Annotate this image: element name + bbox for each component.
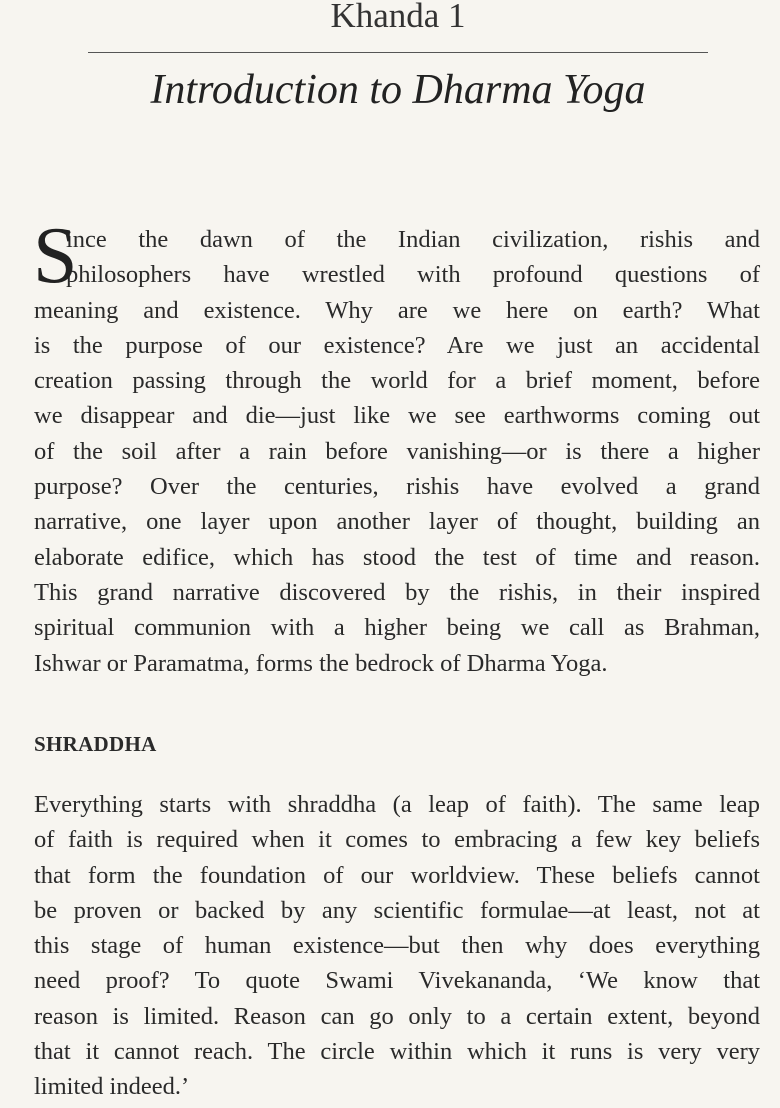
text-line: limited indeed.’ (34, 1073, 190, 1101)
section-heading: SHRADDHA (34, 732, 157, 756)
text-line: this stage of human existence—but then why does everything (34, 932, 760, 960)
text-line: that it cannot reach. The circle within which it runs is very very (34, 1038, 760, 1066)
text-line: Ishwar or Paramatma, forms the bedrock of Dharma Yoga. (34, 649, 608, 677)
text-line: that form the foundation of our worldview. These beliefs cannot (34, 861, 760, 889)
text-line: of the soil after a rain before vanishing—or is there a higher (34, 437, 760, 465)
divider (88, 52, 708, 53)
text-line: purpose? Over the centuries, rishis have evolved a grand (34, 473, 760, 501)
text-line: ince the dawn of the Indian civilization, rishis and (66, 226, 760, 253)
section-paragraph (34, 787, 760, 1105)
text-line: This grand narrative discovered by the rishis, in their inspired (34, 578, 760, 606)
text-line: philosophers have wrestled with profound questions of (66, 261, 760, 289)
drop-cap: S (33, 212, 78, 300)
text-line: meaning and existence. Why are we here on earth? What (34, 296, 760, 324)
text-line: Everything starts with shraddha (a leap of faith). The same leap (34, 791, 760, 818)
text-line: narrative, one layer upon another layer of thought, building an (34, 508, 760, 536)
text-line: reason is limited. Reason can go only to a certain extent, beyond (34, 1002, 760, 1030)
text-line: spiritual communion with a higher being we call as Brahman, (34, 614, 760, 642)
text-line: we disappear and die—just like we see earthworms coming out (34, 402, 760, 430)
text-line: is the purpose of our existence? Are we just an accidental (34, 331, 760, 359)
intro-paragraph (33, 212, 760, 681)
text-line: elaborate edifice, which has stood the test of time and reason. (34, 543, 760, 571)
text-line: of faith is required when it comes to embracing a few key beliefs (34, 826, 760, 854)
text-line: be proven or backed by any scientific formulae—at least, not at (34, 896, 760, 924)
text-line: creation passing through the world for a brief moment, before (34, 367, 760, 395)
text-line: need proof? To quote Swami Vivekananda, ‘We know that (34, 967, 760, 995)
chapter-label: Khanda 1 (330, 0, 466, 35)
chapter-title: Introduction to Dharma Yoga (150, 67, 646, 113)
